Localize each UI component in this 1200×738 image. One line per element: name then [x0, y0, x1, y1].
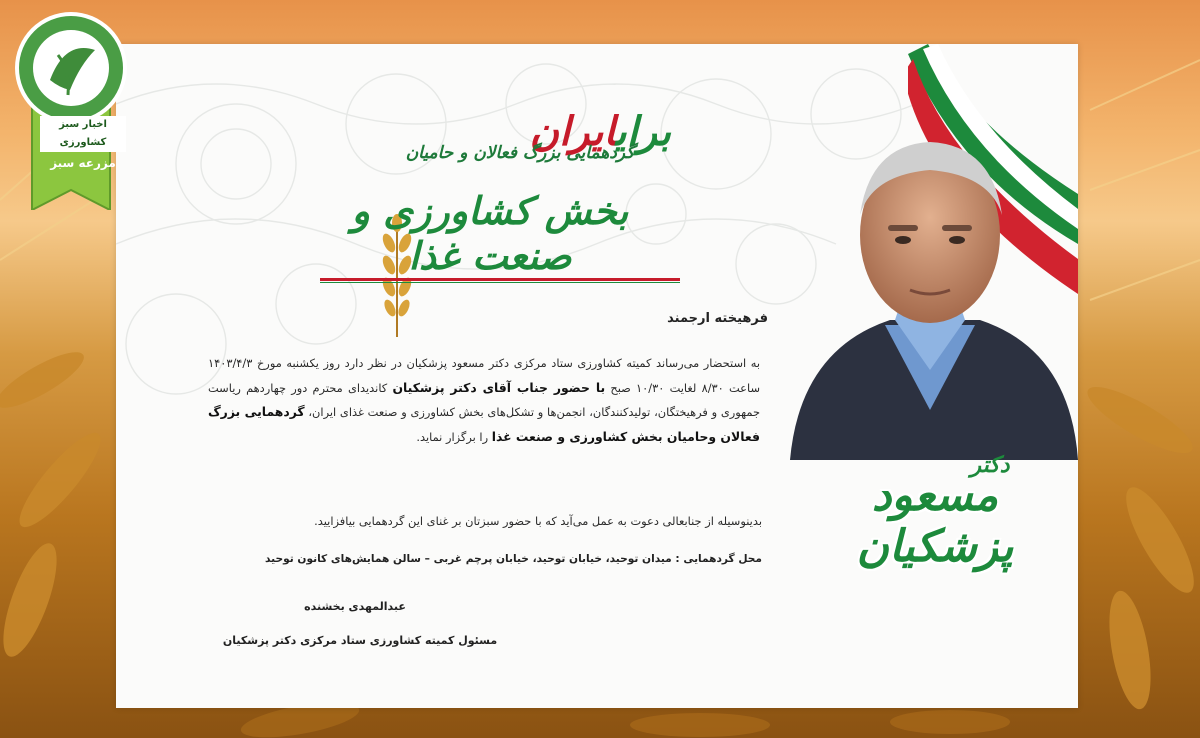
logo-text [34, 116, 132, 176]
salutation: فرهیخته ارجمند [667, 311, 768, 326]
mazrae-sabz-logo [10, 10, 132, 210]
signer-name: عبدالمهدی بخشنده [304, 600, 406, 613]
candidate-portrait [780, 120, 1078, 460]
venue-address: محل گردهمایی : میدان توحید، خیابان توحید، خیابان پرچم غربی – سالن همایش‌های کانون توحید [265, 553, 762, 565]
body-p2: کاندیدای محترم دور چهاردهم ریاست جمهوری و فرهیختگان، تولیدکنندگان، انجمن‌ها و تشکل‌های بخش کشاورزی و صنعت غذای ایران، [208, 380, 760, 419]
event-main-title: بخش کشاورزی و صنعت غذا [351, 188, 629, 278]
invitation-body [208, 352, 760, 449]
candidate-title-prefix: دکتر [970, 452, 1010, 478]
logo-line2: مزرعه سبز [50, 156, 116, 170]
body-p2-end: را برگزار نماید. [416, 429, 489, 444]
candidate-name: مسعود پزشکیان [856, 470, 1014, 572]
slogan-part1: برای [615, 108, 671, 155]
signer-role: مسئول کمیته کشاورزی ستاد مرکزی دکتر پزشکیان [222, 634, 498, 647]
event-subtitle: گردهمایی بزرگ فعالان و حامیان [405, 143, 635, 163]
slogan-part2: ایران [529, 108, 616, 155]
logo-line1: اخبار سبز کشاورزی [40, 116, 126, 152]
invitation-line: بدینوسیله از جنابعالی دعوت به عمل می‌آید که با حضور سبزتان بر غنای این گردهمایی بیافزایید. [314, 514, 762, 528]
body-p1: به استحضار می‌رساند کمیته کشاورزی ستاد مرکزی دکتر مسعود پزشکیان در نظر دارد روز یکشنبه مورخ ۱۴۰۳/۴/۳ ساعت ۸/۳۰ لغایت ۱۰/۳۰ صبح [208, 356, 760, 395]
body-p1-bold: با حضور جناب آقای دکتر پزشکیان [392, 379, 606, 395]
body-p2-bold: گردهمایی بزرگ فعالان وحامیان بخش کشاورزی و صنعت غذا [208, 404, 760, 444]
title-underline [320, 276, 680, 284]
